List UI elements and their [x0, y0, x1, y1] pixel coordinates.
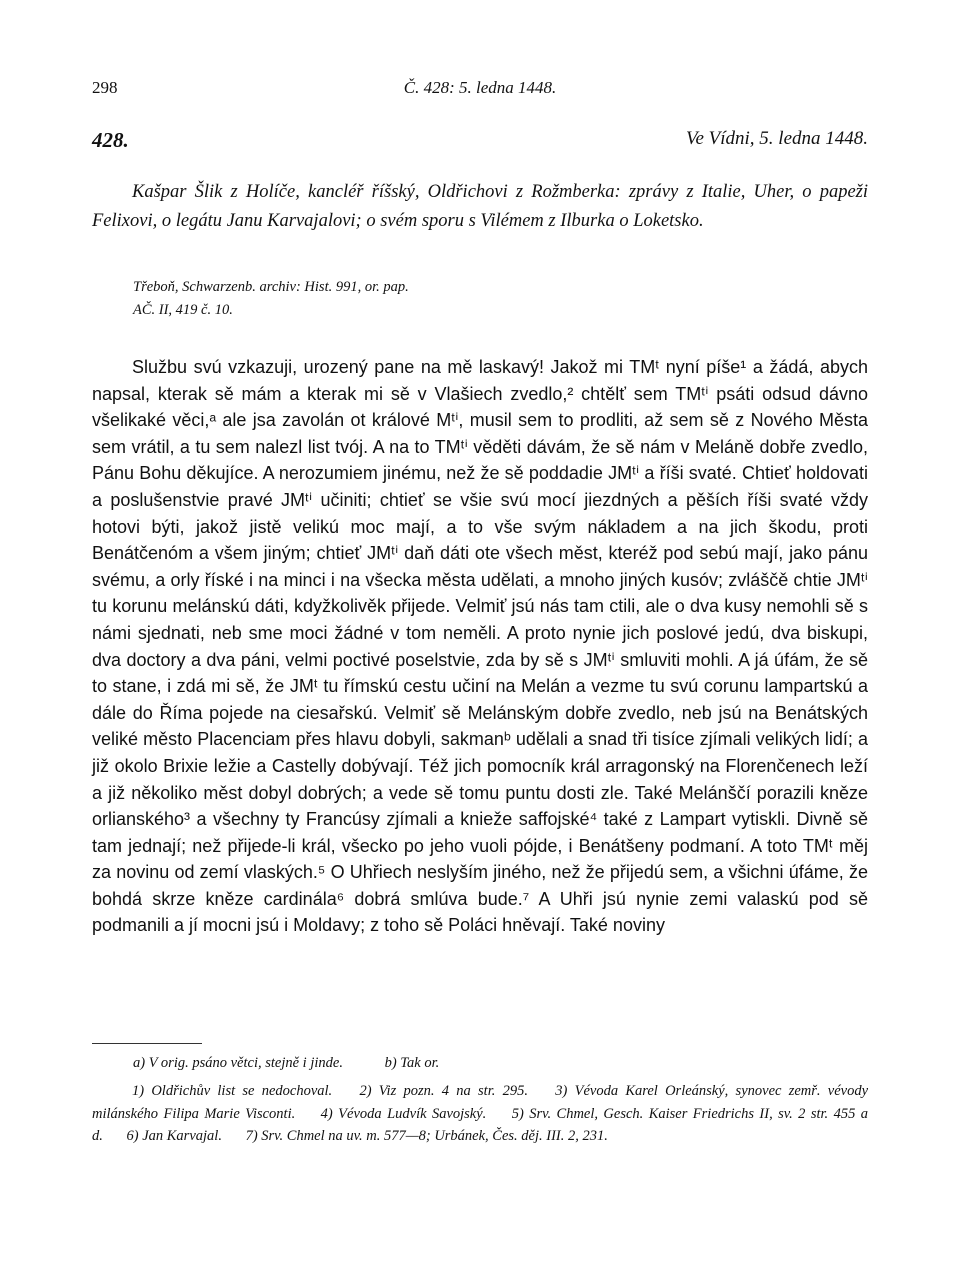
document-heading [92, 128, 868, 156]
letter-body: Službu svú vzkazuji, urozený pane na mě laskavý! Jakož mi TMᵗ nyní píše¹ a žádá, abych napsal, kterak sě mám a kterak mi sě v Vlašiech zvedlo,² chtělť sem TMᵗⁱ psáti odsud dávno všelikaké věci,ᵃ ale jsa zavolán ot králové Mᵗⁱ, musil sem to prodliti, až sem sě z Nového Města sem vrátil, a tu sem nalezl list tvój. A na to TMᵗⁱ věděti dávám, že sě nám v Meláně dobře zvedlo, Pánu Bohu děkujíce. A nerozumiem jinému, než že sě poddadie JMᵗⁱ a říši svaté. Chtieť holdovati a poslušenstvie pravé JMᵗⁱ učiniti; chtieť se všie svú mocí jiezdných a pěších říši svaté vždy hotovi býti, jakož jistě velikú moc mají, a to vše svým nákladem a na jich škodu, proti Benátčenóm a všem jiným; chtieť JMᵗⁱ daň dáti ote všech měst, kteréž pod sebú mají, jako pánu svému, a orly říské i na minci i na všecka města udělati, a mnoho jiných kusóv; zvláščě chtie JMᵗⁱ tu korunu melánskú dáti, kdyžkolivěk přijede. Velmiť jsú nás tam ctili, ale o dva kusy nemohli sě s námi sjednati, neb sme moci žádné v tom neměli. A proto nynie jich poslové jedú, dva biskupi, dva doctory a dva páni, velmi poctivé poselstvie, zda by sě s JMᵗⁱ smluviti mohli. A já úfám, že sě to stane, i zdá mi sě, že JMᵗ tu římskú cestu učiní na Melán a vezme tu svú corunu lampartskú a dále do Říma pojede na ciesařskú. Velmiť sě Melánským dobře zvedlo, neb jsú na Benátských veliké město Placenciam přes hlavu dobyli, sakmanᵇ udělali a snad tři tisíce zjímali velikých lidí; a již okolo Brixie ležie a Castelly dobývají. Též jich pomocník král arragonský na Florenčenech leží a již několiko měst dobyl dobrých; a vede sě tomu puntu dosti zle. Také Melánščí porazili kněze orlianského³ a všechny ty Francúsy zjímali a knieže saffojské⁴ také z Lampart vytiskli. Divně sě tam jednají; než přijede-li král, všecko po jeho vuoli pójde, i Benátšeny podmaní. A toto TMᵗ měj za novinu od zemí vlaských.⁵ O Uhřiech neslyším jiného, než že přijedú sem, a všichni úfáme, že bohdá skrze kněze cardinála⁶ dobrá smlúva bude.⁷ A Uhři jsú nynie zemi valaskú pod sě podmanili a jí mocni jsú i Moldavy; z toho sě Poláci hněvají. Také noviny [92, 357, 868, 936]
footnote: 1) Oldřichův list se nedochoval. [132, 1083, 333, 1099]
textual-note: b) Tak or. [384, 1055, 440, 1071]
textual-note: a) V orig. psáno větci, stejně i jinde. [133, 1055, 343, 1071]
footnote: 6) Jan Karvajal. [126, 1128, 222, 1144]
footnote-divider [92, 1043, 202, 1044]
footnotes [92, 1080, 868, 1148]
footnote: 3) Vévoda Karel Orleánský, synovec zemř. vévody milánského Filipa Marie Visconti. [92, 1083, 869, 1122]
source-citation [133, 276, 833, 322]
footnote: 2) Viz pozn. 4 na str. 295. [359, 1083, 528, 1099]
document-place-date: Ve Vídni, 5. ledna 1448. [685, 128, 868, 149]
footnote: 5) Srv. Chmel, Gesch. Kaiser Friedrichs II, sv. 2 str. 455 a d. [92, 1105, 868, 1144]
source-edition: AČ. II, 419 č. 10. [133, 302, 233, 318]
textual-notes [133, 1052, 868, 1074]
document-number: 428. [92, 128, 129, 152]
footnote: 7) Srv. Chmel na uv. m. 577—8; Urbánek, Čes. děj. III. 2, 231. [245, 1128, 608, 1144]
running-title: Č. 428: 5. ledna 1448. [403, 78, 557, 97]
running-head [92, 78, 868, 102]
source-archive: Třeboň, Schwarzenb. archiv: Hist. 991, or. pap. [133, 279, 409, 295]
page-number: 298 [92, 78, 118, 97]
footnote: 4) Vévoda Ludvík Savojský. [320, 1105, 487, 1122]
regest: Kašpar Šlik z Holíče, kancléř říšský, Oldřichovi z Rožmberka: zprávy z Italie, Uher, o papeži Felixovi, o legátu Janu Karvajalovi; o svém sporu s Vilémem z Ilburka o Loketsko. [92, 182, 868, 231]
